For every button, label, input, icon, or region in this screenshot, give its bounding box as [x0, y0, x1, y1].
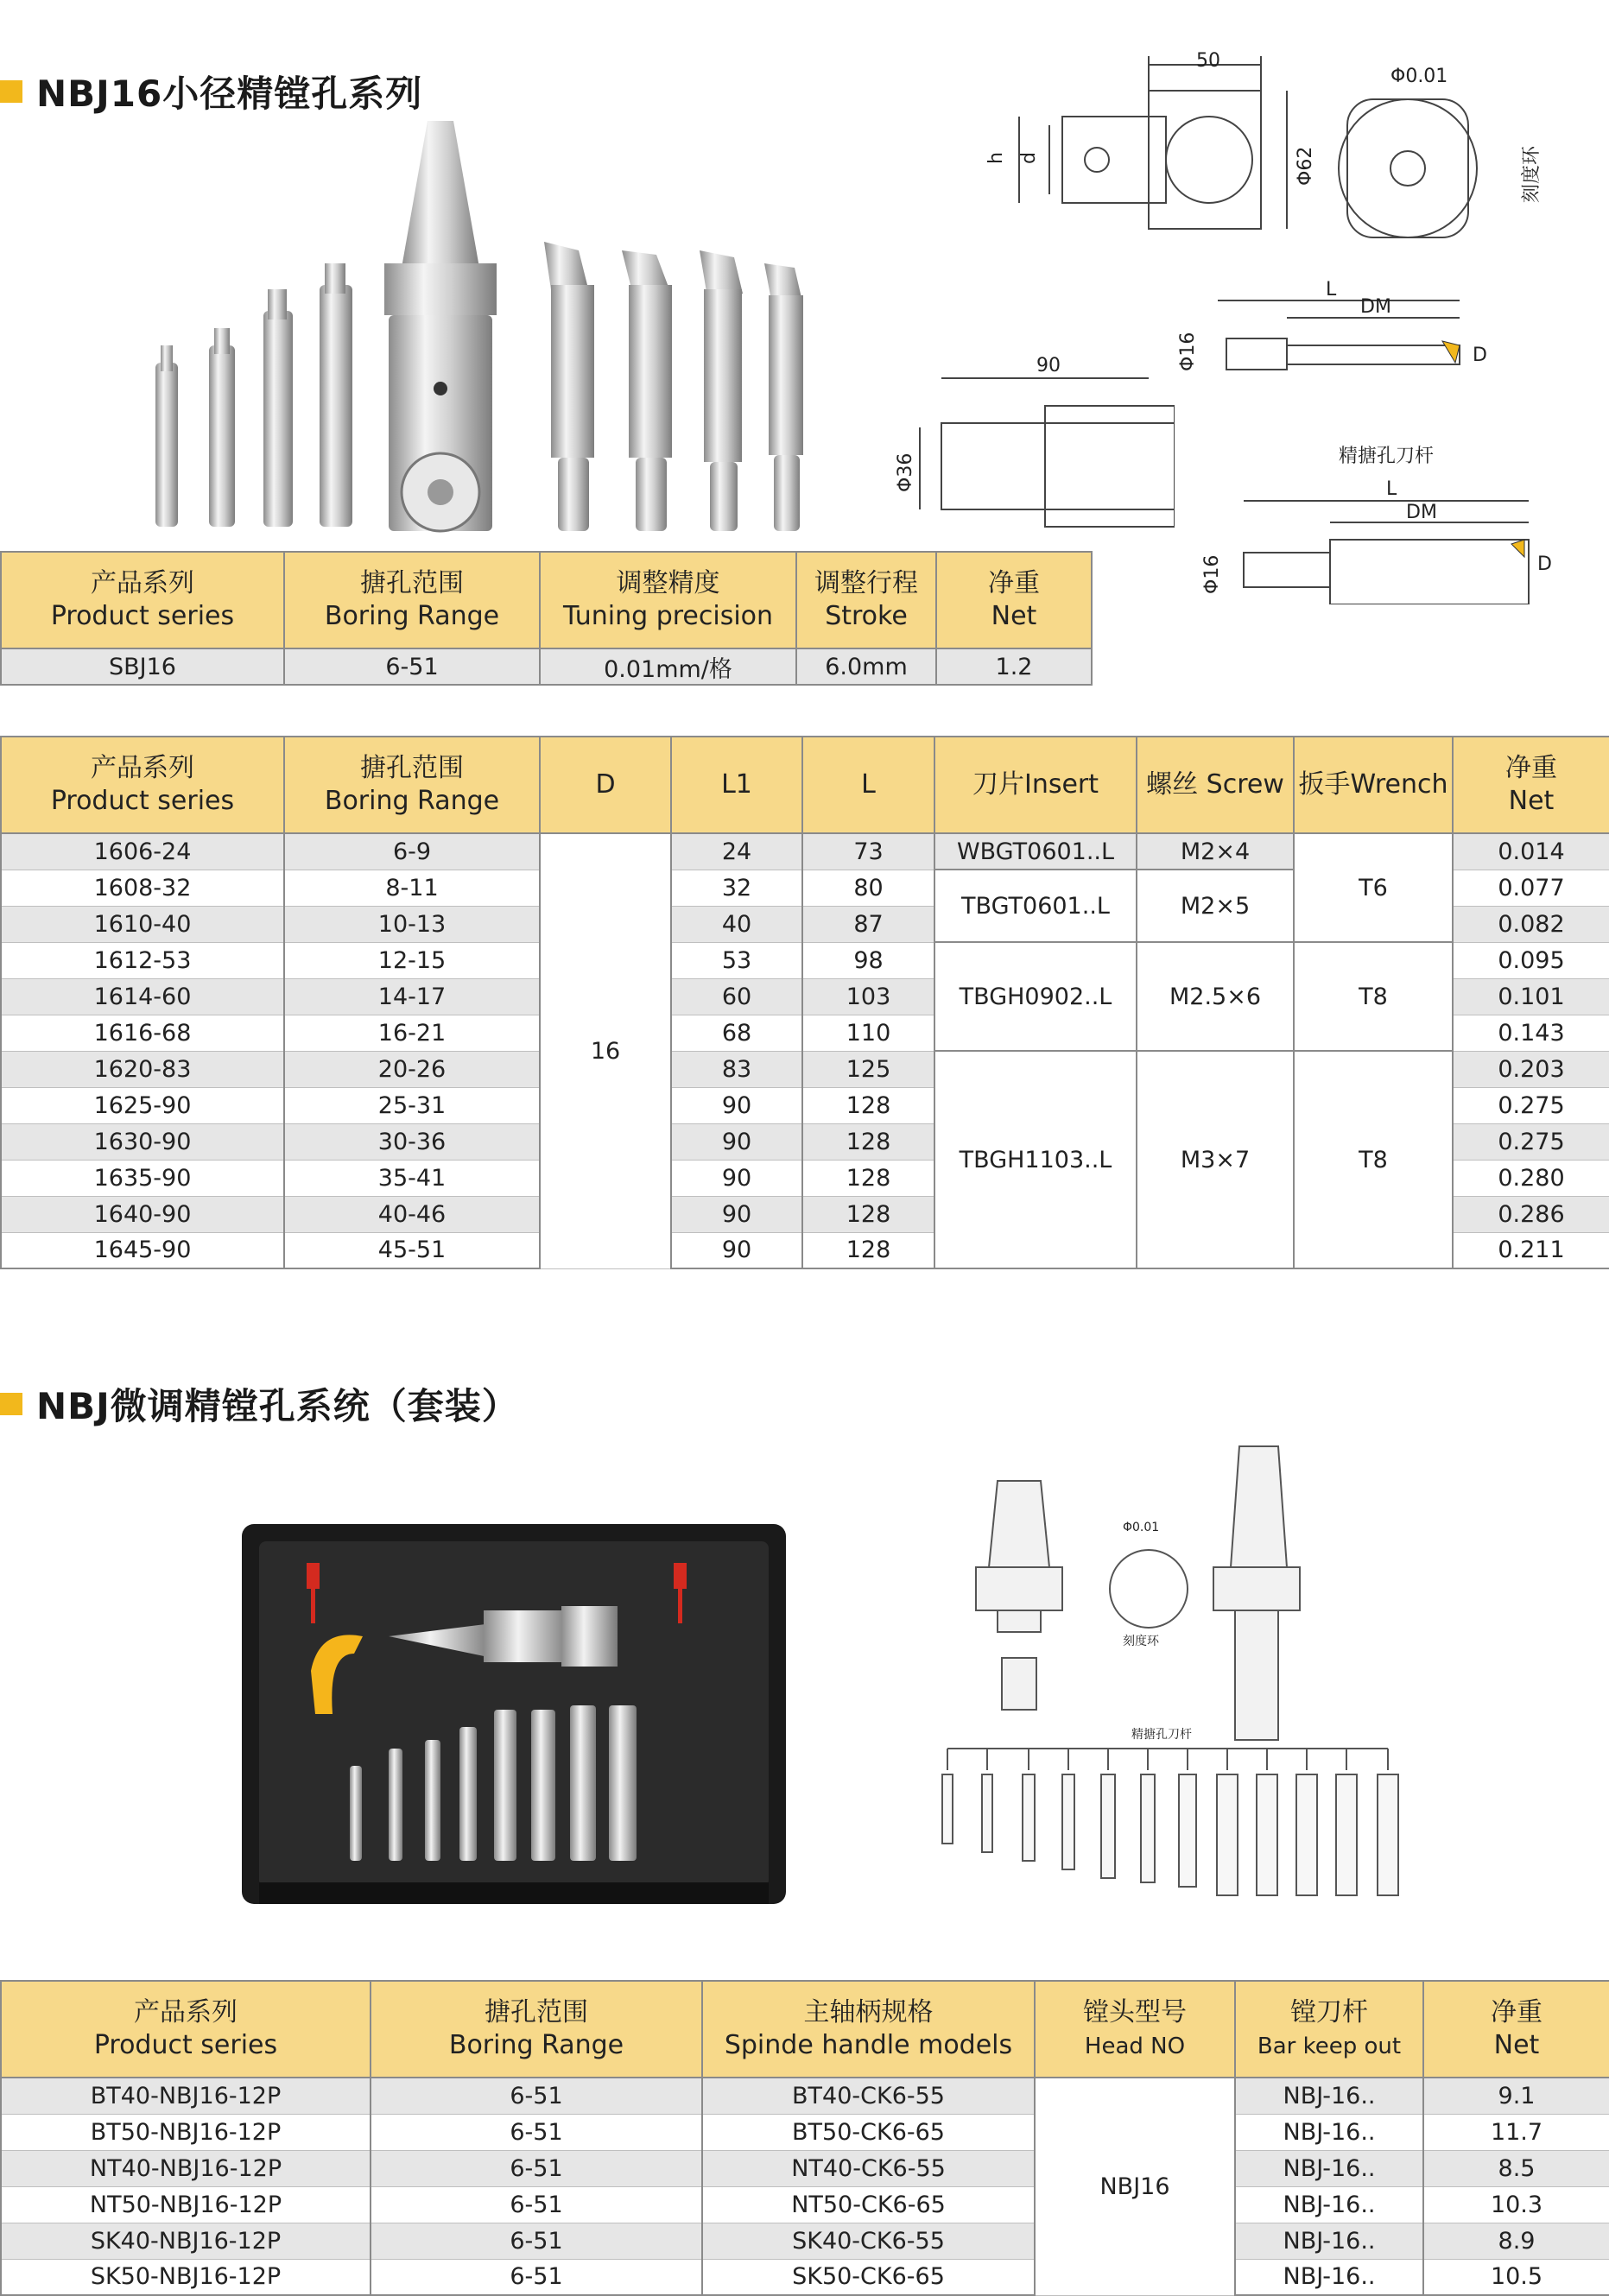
table-cell: 128	[802, 1196, 934, 1232]
th-net: 净重 Net	[936, 552, 1092, 648]
table-cell: 40-46	[284, 1196, 540, 1232]
table-cell: NT40-NBJ16-12P	[1, 2150, 371, 2186]
th-boring-range: 搪孔范围 Boring Range	[284, 552, 540, 648]
product-photo-kit-case	[233, 1515, 795, 1921]
table-cell: 110	[802, 1015, 934, 1051]
svg-text:L: L	[1386, 478, 1397, 500]
diagram-head-dimensions	[967, 47, 1572, 246]
table-cell: 90	[671, 1087, 802, 1123]
product-photo-boring-bars	[138, 112, 812, 544]
table-cell: 1616-68	[1, 1015, 284, 1051]
table-cell: M3×7	[1137, 1051, 1294, 1268]
table-cell: 73	[802, 833, 934, 870]
diagram-bar-small	[1175, 276, 1520, 380]
section2-title-text: NBJ微调精镗孔系统（套装）	[36, 1385, 519, 1427]
table-cell: 1620-83	[1, 1051, 284, 1087]
th-tuning-precision: 调整精度 Tuning precision	[540, 552, 796, 648]
table-boring-bars	[0, 736, 1609, 1269]
table-kit	[0, 1980, 1609, 2296]
table-cell: T8	[1294, 1051, 1453, 1268]
table-cell: 83	[671, 1051, 802, 1087]
table-cell: SBJ16	[1, 648, 284, 685]
table-cell: T8	[1294, 942, 1453, 1051]
svg-text:Φ16: Φ16	[1177, 332, 1199, 371]
table-cell: 6-51	[371, 2114, 702, 2150]
diagram-system-overview	[928, 1438, 1429, 1939]
table-cell: 128	[802, 1232, 934, 1268]
th-stroke: 调整行程 Stroke	[796, 552, 936, 648]
table-cell: TBGH0902..L	[934, 942, 1137, 1051]
table-cell: BT40-CK6-55	[702, 2078, 1035, 2114]
table-cell: NBJ-16..	[1235, 2150, 1423, 2186]
svg-text:d: d	[1018, 152, 1040, 164]
table-cell: TBGH1103..L	[934, 1051, 1137, 1268]
th-l: L	[802, 737, 934, 833]
table-cell: 1635-90	[1, 1160, 284, 1196]
table-cell: 10-13	[284, 906, 540, 942]
svg-text:DM: DM	[1406, 502, 1437, 523]
table-cell: 6-51	[371, 2259, 702, 2295]
table-cell: 32	[671, 870, 802, 906]
svg-text:刻度环: 刻度环	[1123, 1635, 1159, 1648]
table-cell: 1608-32	[1, 870, 284, 906]
table-cell: SK50-CK6-65	[702, 2259, 1035, 2295]
table-cell: 0.211	[1453, 1232, 1609, 1268]
table-cell: BT50-CK6-65	[702, 2114, 1035, 2150]
table-cell: 16-21	[284, 1015, 540, 1051]
th-wrench: 扳手Wrench	[1294, 737, 1453, 833]
table-cell: 8-11	[284, 870, 540, 906]
table-cell: 0.275	[1453, 1087, 1609, 1123]
svg-text:h: h	[985, 152, 1007, 164]
svg-text:刻度环: 刻度环	[1521, 145, 1542, 203]
table-cell: 60	[671, 978, 802, 1015]
table-cell: 0.280	[1453, 1160, 1609, 1196]
th-boring-range: 搪孔范围 Boring Range	[371, 1981, 702, 2078]
table-cell: 12-15	[284, 942, 540, 978]
table-cell: 40	[671, 906, 802, 942]
table-row	[1, 2259, 1609, 2295]
table-cell: NBJ-16..	[1235, 2114, 1423, 2150]
table-cell: M2.5×6	[1137, 942, 1294, 1051]
th-net: 净重 Net	[1423, 1981, 1609, 2078]
table-cell: 1640-90	[1, 1196, 284, 1232]
table-cell: 87	[802, 906, 934, 942]
table-cell: 90	[671, 1160, 802, 1196]
table-row	[1, 833, 1609, 870]
th-product-series: 产品系列 Product series	[1, 1981, 371, 2078]
table-cell: NT50-CK6-65	[702, 2186, 1035, 2223]
table-row	[1, 1051, 1609, 1087]
table-cell: 90	[671, 1196, 802, 1232]
svg-text:D: D	[1473, 345, 1487, 366]
table-cell: 1625-90	[1, 1087, 284, 1123]
table-cell: 8.9	[1423, 2223, 1609, 2259]
table-cell: 30-36	[284, 1123, 540, 1160]
svg-text:50: 50	[1196, 50, 1220, 72]
svg-text:精搪孔刀杆: 精搪孔刀杆	[1339, 446, 1435, 467]
table-cell: 20-26	[284, 1051, 540, 1087]
th-head-no: 镗头型号 Head NO	[1035, 1981, 1235, 2078]
table-cell: WBGT0601..L	[934, 833, 1137, 870]
table-cell: SK40-NBJ16-12P	[1, 2223, 371, 2259]
table-cell: 1.2	[936, 648, 1092, 685]
table-row	[1, 2223, 1609, 2259]
table-cell: 10.5	[1423, 2259, 1609, 2295]
table-cell: NT40-CK6-55	[702, 2150, 1035, 2186]
svg-text:DM: DM	[1360, 296, 1391, 318]
table-cell: M2×5	[1137, 870, 1294, 942]
table-cell: 0.203	[1453, 1051, 1609, 1087]
table-cell: 53	[671, 942, 802, 978]
section2-title	[0, 1378, 519, 1430]
table-cell: 0.082	[1453, 906, 1609, 942]
table-cell: 6-51	[371, 2186, 702, 2223]
table-cell: 90	[671, 1232, 802, 1268]
table-cell: 0.101	[1453, 978, 1609, 1015]
table-cell: 98	[802, 942, 934, 978]
table-cell: NBJ-16..	[1235, 2259, 1423, 2295]
table-cell: 0.275	[1453, 1123, 1609, 1160]
svg-text:Φ0.01: Φ0.01	[1123, 1521, 1160, 1534]
table-cell: 103	[802, 978, 934, 1015]
table-cell: 6-51	[284, 648, 540, 685]
table-cell: BT40-NBJ16-12P	[1, 2078, 371, 2114]
th-net: 净重 Net	[1453, 737, 1609, 833]
svg-text:90: 90	[1036, 355, 1061, 376]
th-insert: 刀片Insert	[934, 737, 1137, 833]
table-cell: 8.5	[1423, 2150, 1609, 2186]
th-l1: L1	[671, 737, 802, 833]
table-cell: NT50-NBJ16-12P	[1, 2186, 371, 2223]
table-cell: SK40-CK6-55	[702, 2223, 1035, 2259]
table-cell: 1612-53	[1, 942, 284, 978]
section-marker	[0, 80, 22, 103]
svg-text:D: D	[1537, 553, 1552, 575]
table-cell: 128	[802, 1123, 934, 1160]
table-cell: 128	[802, 1160, 934, 1196]
table-sbj16	[0, 551, 1093, 686]
table-cell: 1630-90	[1, 1123, 284, 1160]
table-cell: 128	[802, 1087, 934, 1123]
table-cell: SK50-NBJ16-12P	[1, 2259, 371, 2295]
svg-text:精搪孔刀杆: 精搪孔刀杆	[1131, 1728, 1192, 1742]
table-cell: 1610-40	[1, 906, 284, 942]
table-cell: 0.077	[1453, 870, 1609, 906]
table-cell: 6-51	[371, 2223, 702, 2259]
table-cell: 90	[671, 1123, 802, 1160]
svg-text:L: L	[1326, 279, 1337, 300]
table-cell: 0.143	[1453, 1015, 1609, 1051]
th-product-series: 产品系列 Product series	[1, 737, 284, 833]
table-cell: NBJ-16..	[1235, 2078, 1423, 2114]
th-d: D	[540, 737, 671, 833]
table-cell: 6.0mm	[796, 648, 936, 685]
table-cell: 6-51	[371, 2150, 702, 2186]
table-cell: 0.286	[1453, 1196, 1609, 1232]
table-row	[1, 2114, 1609, 2150]
table-cell: 24	[671, 833, 802, 870]
table-cell: 14-17	[284, 978, 540, 1015]
table-row	[1, 942, 1609, 978]
diagram-head-section	[890, 345, 1175, 553]
section-marker	[0, 1393, 22, 1415]
section1-title	[0, 66, 422, 117]
table-row	[1, 2150, 1609, 2186]
table-cell: 1614-60	[1, 978, 284, 1015]
th-boring-range: 搪孔范围 Boring Range	[284, 737, 540, 833]
table-cell: 1606-24	[1, 833, 284, 870]
table-cell: BT50-NBJ16-12P	[1, 2114, 371, 2150]
section1-title-text: NBJ16小径精镗孔系列	[36, 73, 423, 115]
table-cell: 11.7	[1423, 2114, 1609, 2150]
table-row	[1, 2186, 1609, 2223]
table-cell: NBJ-16..	[1235, 2223, 1423, 2259]
th-screw: 螺丝 Screw	[1137, 737, 1294, 833]
table-cell: 45-51	[284, 1232, 540, 1268]
table-cell: 9.1	[1423, 2078, 1609, 2114]
table-cell: 16	[540, 833, 671, 1268]
table-cell: 10.3	[1423, 2186, 1609, 2223]
table-cell: NBJ-16..	[1235, 2186, 1423, 2223]
table-row	[1, 2078, 1609, 2114]
table-cell: TBGT0601..L	[934, 870, 1137, 942]
svg-text:Φ16: Φ16	[1201, 554, 1223, 594]
table-cell: M2×4	[1137, 833, 1294, 870]
table-cell: 68	[671, 1015, 802, 1051]
svg-text:Φ62: Φ62	[1295, 146, 1316, 186]
table-cell: 0.01mm/格	[540, 648, 796, 685]
table-cell: 80	[802, 870, 934, 906]
table-cell: 6-51	[371, 2078, 702, 2114]
th-spindle-handle: 主轴柄规格 Spinde handle models	[702, 1981, 1035, 2078]
diagram-bar-large	[1192, 440, 1555, 604]
th-product-series: 产品系列 Product series	[1, 552, 284, 648]
table-cell: T6	[1294, 833, 1453, 942]
table-cell: 0.014	[1453, 833, 1609, 870]
table-cell: 6-9	[284, 833, 540, 870]
table-row	[1, 648, 1092, 685]
table-cell: NBJ16	[1035, 2078, 1235, 2295]
table-cell: 0.095	[1453, 942, 1609, 978]
th-bar: 镗刀杆 Bar keep out	[1235, 1981, 1423, 2078]
svg-text:Φ36: Φ36	[895, 452, 916, 492]
table-cell: 25-31	[284, 1087, 540, 1123]
table-cell: 125	[802, 1051, 934, 1087]
table-cell: 35-41	[284, 1160, 540, 1196]
svg-text:Φ0.01: Φ0.01	[1390, 66, 1448, 87]
table-cell: 1645-90	[1, 1232, 284, 1268]
